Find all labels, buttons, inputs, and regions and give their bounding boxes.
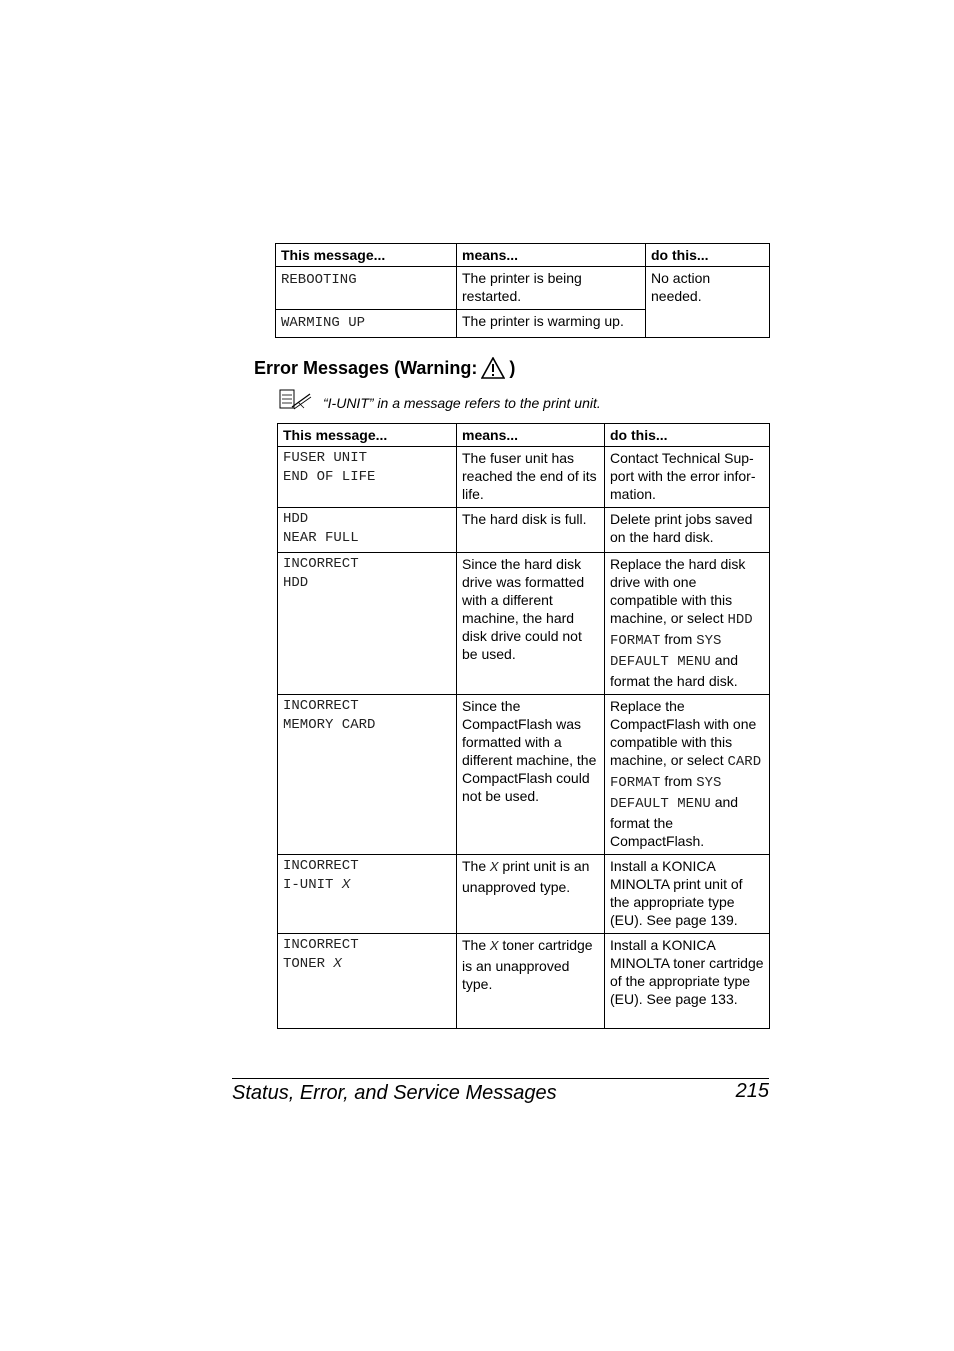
footer-rule: [232, 1078, 769, 1079]
table-row: [278, 553, 770, 695]
means-text: print unit is an unapproved type.: [462, 858, 590, 895]
do-cell: [605, 553, 770, 695]
table-row: [278, 934, 770, 1029]
header-message: This message...: [276, 244, 457, 267]
footer-title: Status, Error, and Service Messages: [232, 1082, 557, 1104]
message-line: HDD: [283, 511, 309, 527]
message-line: MEMORY CARD: [283, 717, 376, 733]
do-cell: Install a KONICA MINOLTA print unit of the appropriate type (EU). See page 139.: [605, 855, 770, 934]
do-text: and format the hard disk.: [610, 652, 739, 689]
table-row: [278, 447, 770, 508]
menu-code: SYS DEFAULT MENU: [610, 775, 722, 812]
table-row: [276, 267, 770, 310]
message-line: INCORRECT: [283, 858, 359, 874]
message-part: TONER: [283, 956, 326, 972]
message-code: REBOOTING: [281, 272, 357, 288]
do-text: from: [664, 773, 693, 789]
means-cell: [457, 934, 605, 1029]
means-cell: The printer is being restarted.: [457, 267, 646, 310]
do-text: Replace the CompactFlash with one compatible with this machine, or select: [610, 698, 757, 768]
warning-messages-table: [277, 423, 770, 1029]
message-variable: X: [333, 956, 342, 972]
do-cell: Delete print jobs saved on the hard disk.: [605, 508, 770, 553]
means-cell: Since the hard disk drive was formatted with a different machine, the hard disk drive could not be used.: [457, 553, 605, 695]
menu-code: HDD FORMAT: [610, 612, 753, 649]
message-line: FUSER UNIT: [283, 450, 368, 466]
means-cell: Since the CompactFlash was formatted with a different machine, the CompactFlash could not be used.: [457, 695, 605, 855]
message-code: WARMING UP: [281, 315, 366, 331]
do-text: Replace the hard disk drive with one compatible with this machine, or select: [610, 556, 746, 626]
message-line: INCORRECT: [283, 556, 359, 572]
note-pencil-icon: [278, 388, 314, 412]
table-header-row: [276, 244, 770, 267]
table-row: [278, 695, 770, 855]
header-do: do this...: [605, 424, 770, 447]
message-cell: [278, 855, 457, 934]
section-heading: [254, 357, 515, 379]
means-text: The: [462, 937, 487, 953]
do-text: and format the CompactFlash.: [610, 794, 739, 849]
heading-text: Error Messages (Warning:: [254, 357, 478, 378]
means-text: toner cartridge is an unapproved type.: [462, 937, 593, 992]
header-message: This message...: [278, 424, 457, 447]
message-cell: [278, 553, 457, 695]
do-cell: [605, 695, 770, 855]
means-variable: X: [490, 860, 499, 876]
message-line: [283, 876, 451, 895]
do-cell: Install a KONICA MINOLTA toner cartridge of the appropriate type (EU). See page 133.: [605, 934, 770, 1029]
message-cell: [278, 695, 457, 855]
do-cell: Contact Technical Sup-port with the error infor-mation.: [605, 447, 770, 508]
means-variable: X: [490, 939, 499, 955]
message-variable: X: [341, 877, 351, 893]
message-cell: [278, 447, 457, 508]
message-line: INCORRECT: [283, 698, 359, 714]
menu-code: SYS DEFAULT MENU: [610, 633, 722, 670]
message-cell: [278, 934, 457, 1029]
message-line: HDD: [283, 575, 309, 591]
message-line: INCORRECT: [283, 937, 359, 953]
note-text: “I-UNIT” in a message refers to the print unit.: [323, 395, 601, 411]
heading-close: ): [509, 357, 516, 378]
message-line: [283, 955, 451, 974]
message-cell: [278, 508, 457, 553]
menu-code: CARD FORMAT: [610, 754, 762, 791]
means-text: The: [462, 858, 487, 874]
message-cell: [276, 267, 457, 310]
status-messages-table: [275, 243, 770, 338]
header-means: means...: [457, 244, 646, 267]
message-line: END OF LIFE: [283, 469, 376, 485]
warning-triangle-icon: [481, 357, 505, 379]
table-row: [278, 855, 770, 934]
table-header-row: [278, 424, 770, 447]
message-cell: [276, 310, 457, 338]
means-cell: The fuser unit has reached the end of its life.: [457, 447, 605, 508]
header-means: means...: [457, 424, 605, 447]
message-line: NEAR FULL: [283, 530, 359, 546]
header-do: do this...: [646, 244, 770, 267]
table-row: [278, 508, 770, 553]
message-part: I-UNIT: [283, 877, 334, 893]
page-number: 215: [735, 1080, 769, 1102]
do-text: from: [664, 631, 693, 647]
means-cell: The printer is warming up.: [457, 310, 646, 338]
means-cell: [457, 855, 605, 934]
means-cell: The hard disk is full.: [457, 508, 605, 553]
do-cell: No action needed.: [646, 267, 770, 338]
